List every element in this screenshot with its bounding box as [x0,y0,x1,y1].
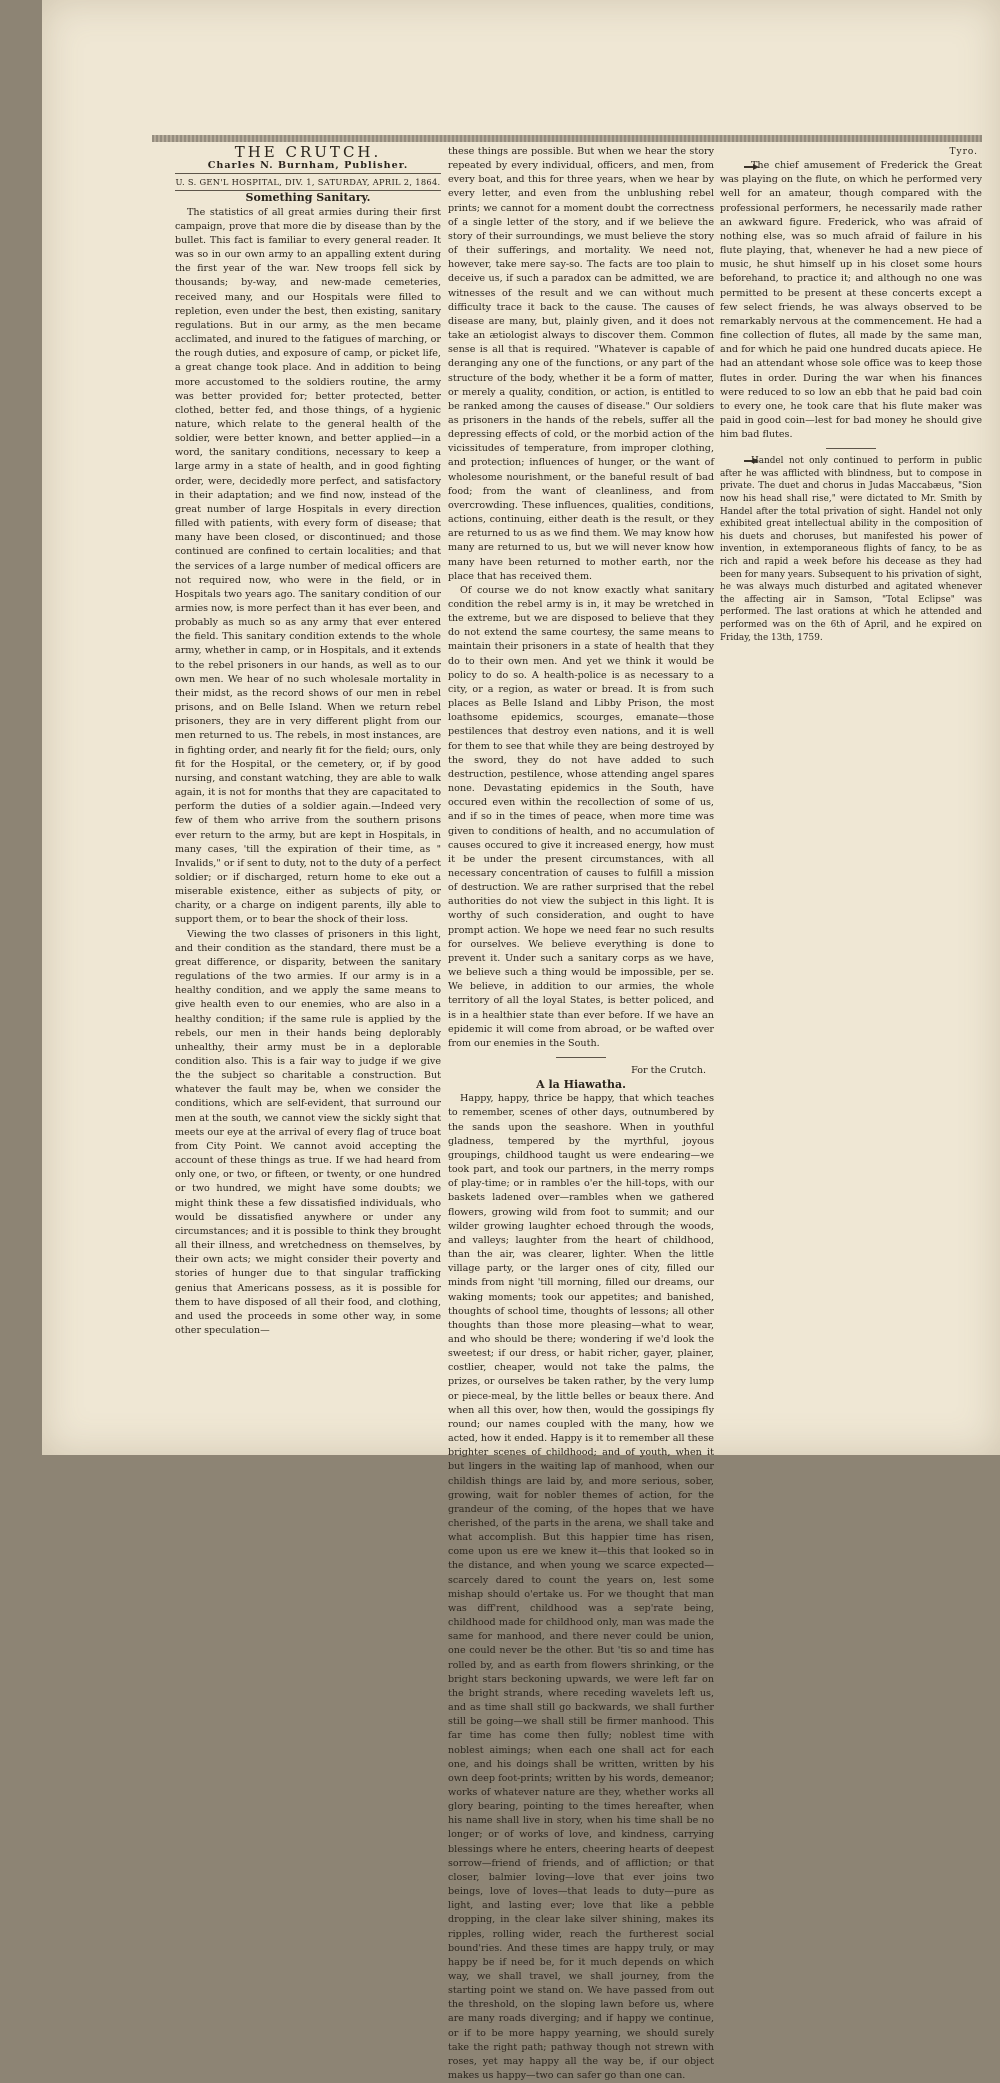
publisher-line: Charles N. Burnham, Publisher. [207,160,409,172]
article-heading-sanitary: Something Sanitary. [245,191,371,205]
dateline: U. S. GEN'L HOSPITAL, DIV. 1, SATURDAY, APRIL 2, 1864. [175,173,441,191]
article-handel [720,455,982,644]
masthead-title: THE CRUTCH. [234,143,382,161]
article-sanitary-paragraph-2: Viewing the two classes of prisoners in this light, and their condition as the standard, there must be a great difference, or disparity, between the sanitary regulations of the two armies. If our army is in a healthy condition, and we apply the same means to give health even to our enemies, who are also in a healthy condition; if the same rule is applied by the rebels, our men in their hands being deplorably unhealthy, their army must be in a deplorable condition also. This is a fair way to judge if we give the the subject so charitable a construction. But whatever the fault may be, when we consider the conditions, which are self-evident, that surround our men at the south, we cannot view the sickly sight that meets our eye at the arrival of every flag of truce boat from City Point. We cannot avoid accepting the account of these things as true. If we had heard from only one, or two, or fifteen, or twenty, or one hundred or two hundred, we might have some doubts; we might think these a few dissatisfied individuals, who would be dissatisfied anywhere or under any circumstances; and it is possible to think they brought all their illness, and wretchedness on themselves, by their own acts; we might consider their poverty and stories of hunger due to that singular trafficking genius that Americans possess, as it is possible for them to have disposed of all their food, and clothing, and used the proceeds in some other way, in some other speculation— [175,928,441,1336]
article-hiawatha-text: Happy, happy, thrice be happy, that which teaches to remember, scenes of other days, outnumbered by the sands upon the seashore. When in youthful gladness, tempered by the myrthful, joyous groupings, childhood taught us were endearing—we took part, and took our partners, in the merry romps of play-time; or in rambles o'er the hill-tops, with our baskets ladened over—rambles when we gathered flowers, growing wild from foot to summit; and our wilder growing laughter echoed through the woods, and valleys; laughter from the heart of childhood, than the air, was clearer, lighter. When the little village party, or the larger ones of city, filled our minds from night 'till morning, filled our dreams, our waking moments; took our appetites; and banished, thoughts of school time, thoughts of lessons; all other thoughts than those more pleasing—what to wear, and who should be there; wondering if we'd look the sweetest; if our dress, or habit richer, gayer, plainer, costlier, cheaper, would not take the palms, the prizes, or ourselves be taken rather, by the very lump or piece-meal, by the little belles or beaux there. And when all this over, how then, would the gossipings fly round; our names coupled with the many, how we acted, how it ended. Happy is it to remember all these brighter scenes of childhood; and of youth, when it but lingers in the waiting lap of manhood, when our childish things are laid by, and more serious, sober, growing, wait for nobler themes of action, for the grandeur of the coming, of the hopes that we have cherished, of the parts in the arena, we shall take and what accomplish. But this happier time has risen, come upon us ere we knew it—this that looked so in the distance, and when young we scarce expected—scarcely dared to count the years on, lest some mishap should o'ertake us. For we thought that man was diff'rent, childhood was a sep'rate being, childhood made for childhood only, man was made the same for manhood, and there never could be union, one could never be the other. But 'tis so and time has rolled by, and as earth from flowers shrinking, or the bright stars beckoning upwards, we were left far on the bright strands, where receding wavelets left us, and as time shall still go backwards, we shall further still be going—we shall still be firmer manhood. This far time has come then fully; noblest time with noblest aimings; when each one shall act for each one, and his doings shall be written, written by his own deep foot-prints; written by his words, demeanor; works of whatever nature are they, whether works all glory bearing, pointing to the times hereafter, when his name shall live in story, when his time shall be no longer; or of works of love, and kindness, carrying blessings where he enters, cheering hearts of deepest sorrow—friend of friends, and of affliction; or that closer, balmier loving—love that ever joins two beings, love of loves—that leads to duty—pure as light, and lasting ever; love that like a pebble dropping, in the clear lake silver shining, makes its ripples, rolling wider, reach the furtherest social bound'ries. And these times are happy truly, or may happy be if need be, for it much depends on which way, we shall travel, we shall journey, from the starting point we stand on. We have passed from out the threshold, on the sloping lawn before us, where are many roads diverging; and if happy we continue, or if to be more happy yearning, we should surely take the right path; pathway though not strewn with roses, yet may happy all the way be, if our object makes us happy—two can safer go than one can. [448,1093,714,2082]
pointing-hand-icon [732,162,748,170]
article-heading-hiawatha: A la Hiawatha. [536,1078,626,1092]
top-border-rule [152,135,982,142]
article-sanitary-paragraph-3: these things are possible. But when we hear the story repeated by every individual, officers, and men, from every boat, and this for three years, when we hear by every letter, and even from the unblushing rebel prints; we cannot for a moment doubt the correctness of a single letter of the story, and if we believe the story of their surroundings, we must believe the story of their sufferings, and mortality. We need not, however, take mere say-so. The facts are too plain to deceive us, if such a paradox can be admitted, we are witnesses of the result and we can without much difficulty trace it back to the cause. The causes of disease are many, but, plainly given, and it does not take an ætiologist always to discover them. Common sense is all that is required. "Whatever is capable of deranging any one of the functions, or any part of the structure of the body, whether it be a form of matter, or merely a quality, condition, or action, is entitled to be ranked among the causes of disease." Our soldiers as prisoners in the hands of the rebels, suffer all the depressing effects of cold, or the morbid action of the vicissitudes of temperature, from improper clothing, and protection; influences of hunger, or the want of wholesome nourishment, or the baneful result of bad food; from the want of cleanliness, and from overcrowding. These influences, qualities, conditions, actions, continuing, either death is the result, or they are returned to us as we find them. We may know how many are returned to us, but we will never know how many have been returned to mother earth, nor the place that has received them. [448,146,714,582]
divider-rule [556,1057,606,1058]
pointing-hand-icon [732,457,748,465]
column-2 [448,145,714,2082]
article-credit: For the Crutch. [631,1065,706,1076]
article-frederick [720,159,982,442]
article-sanitary-paragraph-1: The statistics of all great armies during their first campaign, prove that more die by disease than by the bullet. This fact is familiar to every general reader. It was so in our own army to an appalling extent during the first year of the war. New troops fell sick by thousands; by-way, and new-made cemeteries, received many, and our Hospitals were filled to repletion, even under the best, then existing, sanitary regulations. But in our army, as the men became acclimated, and inured to the fatigues of marching, or the rough duties, and exposure of camp, or picket life, a great change took place. And in addition to being more accustomed to the soldiers routine, the army was better provided for; better protected, better clothed, better fed, and those things, of a hygienic nature, which relate to the general health of the soldier, were better known, and better applied—in a word, the sanitary conditions, necessary to keep a large army in a state of health, and in good fighting order, were, decidedly more perfect, and satisfactory in their adaptation; and we find now, instead of the great number of large Hospitals in every direction filled with patients, with every form of disease; that many have been closed, or discontinued; and those continued are confined to certain localities; and that the services of a large number of medical officers are not required now, who were in the field, or in Hospitals two years ago. The sanitary condition of our armies now, is more perfect than it has ever been, and probably as much so as any army that ever entered the field. This sanitary condition extends to the whole army, whether in camp, or in Hospitals, and it extends to the rebel prisoners in our hands, as well as to our own men. We hear of no such wholesale mortality in their midst, as the record shows of our men in rebel prisons, and on Belle Island. When we return rebel prisoners, they are in very different plight from our men returned to us. The rebels, in most instances, are in fighting order, and nearly fit for the field; ours, only fit for the Hospital, or the cemetery, or, if by good nursing, and constant watching, they are able to walk again, it is not for months that they are capacitated to perform the duties of a soldier again.—Indeed very few of them who arrive from the southern prisons ever return to the army, but are kept in Hospitals, in many cases, 'till the expiration of their time, as " Invalids," or if sent to duty, not to the duty of a perfect soldier; or if discharged, return home to eke out a miserable existence, either as subjects of pity, or charity, or a charge on indigent parents, illy able to support them, or to bear the shock of their loss. [175,206,441,926]
column-1 [175,145,441,1445]
article-signature: Tyro. [949,147,978,157]
column-3 [720,145,982,1445]
article-frederick-text: The chief amusement of Frederick the Great was playing on the flute, on which he performed very well for an amateur, though compared with the professional performers, he necessarily made rather an awkward figure. Frederick, who was afraid of nothing else, was so much afraid of failure in his flute playing, that, whenever he had a new piece of music, he shut himself up in his closet some hours beforehand, to practice it; and although no one was permitted to be present at these concerts except a few select friends, he was always observed to be remarkably nervous at the commencement. He had a fine collection of flutes, all made by the same man, and for which he paid one hundred ducats apiece. He had an attendant whose sole office was to keep those flutes in order. During the war when his finances were reduced to so low an ebb that he paid bad coin to every one, he took care that his flute maker was paid in good coin—lest for bad money he should give him bad flutes. [720,160,982,441]
newspaper-page [42,0,1000,2082]
article-sanitary-paragraph-4: Of course we do not know exactly what sanitary condition the rebel army is in, it may be wretched in the extreme, but we are disposed to believe that they do not extend the same courtesy, the same means to maintain their prisoners in a state of health that they do to their own men. And yet we think it would be policy to do so. A health-police is as necessary to a city, or a region, as water or bread. It is from such places as Belle Island and Libby Prison, the most loathsome epidemics, scourges, emanate—those pestilences that destroy even nations, and it is well for them to see that while they are being destroyed by the sword, they do not have added to such destruction, pestilence, whose attending angel spares none. Devastating epidemics in the South, have occured even within the recollection of some of us, and if so in the times of peace, when more time was given to conditions of health, and no accumulation of causes occured to give it increased energy, how must it be under the present circumstances, with all necessary concentration of causes to fulfill a mission of destruction. We are rather surprised that the rebel authorities do not view the subject in this light. It is worthy of such consideration, and ought to have prompt action. We hope we need fear no such results for ourselves. We believe everything is done to prevent it. Under such a sanitary corps as we have, we believe such a thing would be impossible, per se. We believe, in addition to our armies, the whole territory of all the loyal States, is better policed, and is in a healthier state than ever before. If we have an epidemic it will come from abroad, or be wafted over from our enemies in the South. [448,584,714,1049]
divider-rule-2 [826,448,876,449]
article-handel-text: Handel not only continued to perform in public after he was afflicted with blindness, but to compose in private. The duet and chorus in Judas Maccabæus, "Sion now his head shall rise," were dictated to Mr. Smith by Handel after the total privation of sight. Handel not only exhibited great intellectual ability in the composition of his duets and choruses, but manifested his power of invention, in extemporaneous flights of fancy, to be as rich and rapid a week before his decease as they had been for many years. Subsequent to his privation of sight, he was always much disturbed and agitated whenever the affecting air in Samson, "Total Eclipse" was performed. The last orations at which he attended and performed was on the 6th of April, and he expired on Friday, the 13th, 1759. [720,456,982,643]
